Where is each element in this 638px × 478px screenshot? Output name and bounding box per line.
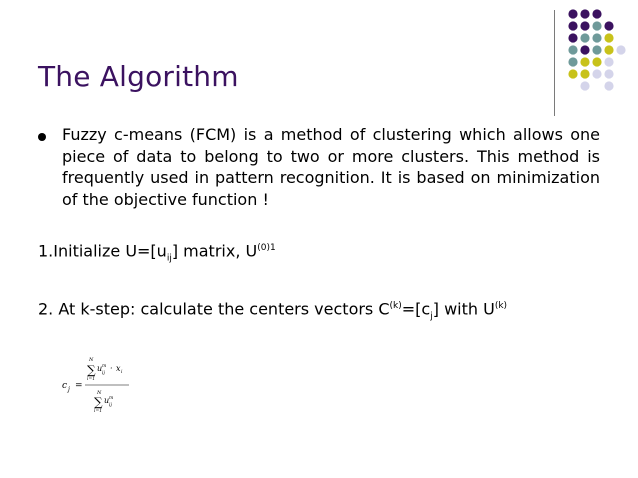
decorative-dot: [568, 33, 577, 42]
formula-den-sigma: ∑: [94, 395, 103, 409]
formula-equals: =: [75, 381, 83, 391]
bullet-text: Fuzzy c-means (FCM) is a method of clustering which allows one piece of data to belong to two or more clusters. This method is frequently used in pattern recognition. It is based on minimization of the objective function !: [62, 125, 600, 209]
bullet-icon: [38, 133, 46, 141]
formula-lhs: c: [62, 381, 68, 391]
decorative-dot: [604, 57, 613, 66]
formula-num-sub: ij: [102, 371, 105, 376]
decorative-dot: [592, 33, 601, 42]
decorative-dot: [580, 45, 589, 54]
formula-num-x: x: [116, 364, 121, 373]
decorative-dot: [568, 57, 577, 66]
decorative-dot: [568, 45, 577, 54]
decorative-dot: [568, 9, 577, 18]
step-1-text: 1.Initialize $U=[u_{ij}]$ matrix, $U^{(0)1}$: [38, 241, 276, 264]
formula-den-top-limit: N: [97, 390, 102, 396]
decorative-dot: [580, 9, 589, 18]
formula-num-x-sub: i: [121, 370, 123, 375]
decorative-dot: [592, 69, 601, 78]
formula-num-sup: m: [102, 364, 107, 369]
formula-num-top-limit: N: [89, 357, 94, 363]
decorative-dot: [580, 81, 589, 90]
decorative-dot: [604, 69, 613, 78]
formula-num-u: u: [97, 364, 103, 373]
decorative-dot: [580, 33, 589, 42]
decorative-dot: [592, 21, 601, 30]
formula-den-sub: ij: [109, 403, 112, 408]
decorative-dot: [592, 57, 601, 66]
decorative-divider-line: [554, 10, 555, 116]
decorative-dot: [580, 69, 589, 78]
decorative-dot: [592, 45, 601, 54]
slide-title: The Algorithm: [38, 60, 239, 93]
formula-num-sigma: ∑: [87, 363, 96, 377]
step-2-text: 2. At k-step: calculate the centers vectors $C^{(k)}=[c_j]$ with $U^{(k)}$: [38, 299, 508, 322]
decorative-dot: [580, 57, 589, 66]
decorative-dot: [616, 45, 625, 54]
decorative-dot: [604, 81, 613, 90]
formula-num-dot: ·: [110, 364, 113, 373]
decorative-dot: [604, 45, 613, 54]
formula-den-u: u: [104, 396, 110, 405]
formula-den-sup: m: [109, 396, 114, 401]
bullet-point: [38, 124, 600, 210]
decorative-dot: [592, 9, 601, 18]
decorative-dot: [568, 21, 577, 30]
decorative-dot: [604, 21, 613, 30]
decorative-dot: [568, 69, 577, 78]
decorative-dot: [604, 33, 613, 42]
formula-lhs-sub: j: [68, 386, 70, 393]
formula-num-bottom-limit: i=1: [87, 377, 96, 382]
formula-den-bottom-limit: i=1: [94, 409, 103, 414]
center-formula: [60, 354, 140, 418]
decorative-dot: [580, 21, 589, 30]
